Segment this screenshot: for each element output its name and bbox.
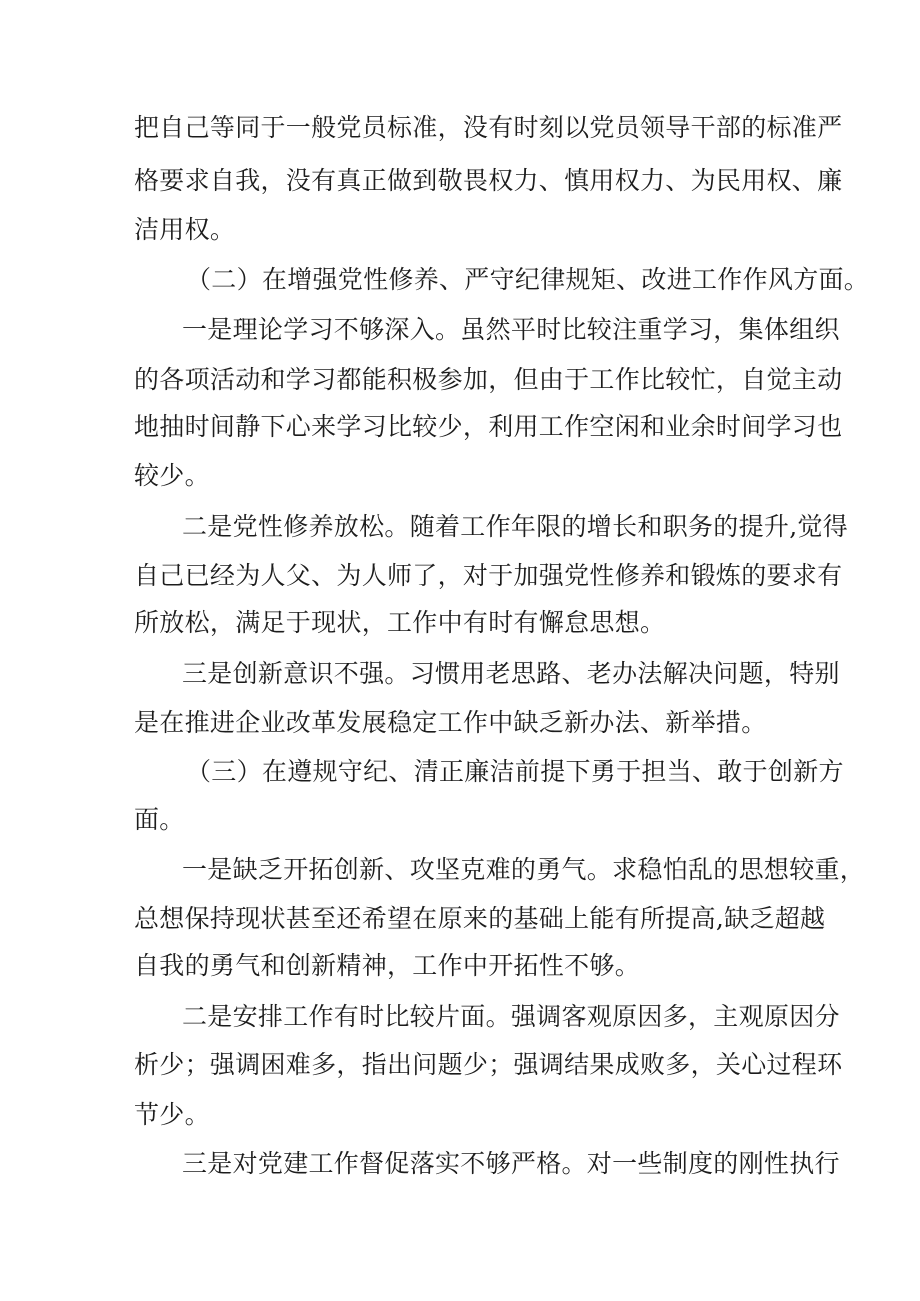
paragraph-first-line: 二是安排工作有时比较片面。强调客观原因多，主观原因分 bbox=[182, 1002, 840, 1031]
paragraph-first-line: 二是党性修养放松。随着工作年限的增长和职务的提升,觉得 bbox=[182, 512, 849, 541]
text-line: 总想保持现状甚至还希望在原来的基础上能有所提高,缺乏超越 bbox=[134, 904, 826, 933]
section-heading: （三）在遵规守纪、清正廉洁前提下勇于担当、敢于创新方 bbox=[186, 757, 844, 786]
paragraph-first-line: 三是创新意识不强。习惯用老思路、老办法解决问题，特别 bbox=[182, 659, 840, 688]
text-line: 较少。 bbox=[134, 461, 210, 490]
text-line: 是在推进企业改革发展稳定工作中缺乏新办法、新举措。 bbox=[134, 708, 767, 737]
text-line: 把自己等同于一般党员标准，没有时刻以党员领导干部的标准严 bbox=[134, 113, 843, 142]
text-line: 面。 bbox=[134, 805, 185, 834]
text-line: 格要求自我，没有真正做到敬畏权力、慎用权力、为民用权、廉 bbox=[134, 166, 843, 195]
text-line: 所放松，满足于现状，工作中有时有懈怠思想。 bbox=[134, 608, 666, 637]
paragraph-first-line: 三是对党建工作督促落实不够严格。对一些制度的刚性执行 bbox=[182, 1149, 840, 1178]
text-line: 的各项活动和学习都能积极参加，但由于工作比较忙，自觉主动 bbox=[134, 365, 843, 394]
text-line: 地抽时间静下心来学习比较少，利用工作空闲和业余时间学习也 bbox=[134, 412, 843, 441]
text-line: 析少；强调困难多，指出问题少；强调结果成败多，关心过程环 bbox=[134, 1050, 843, 1079]
text-line: 自我的勇气和创新精神，工作中开拓性不够。 bbox=[134, 951, 641, 980]
text-line: 节少。 bbox=[134, 1100, 210, 1129]
text-line: 洁用权。 bbox=[134, 215, 236, 244]
paragraph-first-line: 一是缺乏开拓创新、攻坚克难的勇气。求稳怕乱的思想较重， bbox=[182, 855, 866, 884]
paragraph-first-line: 一是理论学习不够深入。虽然平时比较注重学习，集体组织 bbox=[182, 315, 840, 344]
section-heading: （二）在增强党性修养、严守纪律规矩、改进工作作风方面。 bbox=[186, 265, 870, 294]
text-line: 自己已经为人父、为人师了，对于加强党性修养和锻炼的要求有 bbox=[134, 561, 843, 590]
